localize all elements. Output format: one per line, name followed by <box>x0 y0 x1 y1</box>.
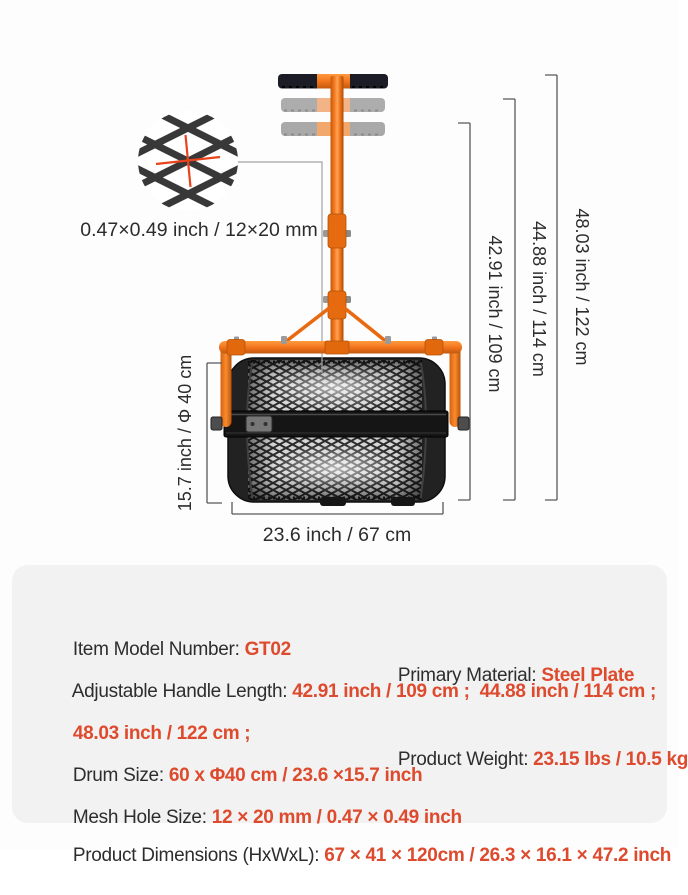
handle-length-value: 42.91 inch / 109 cm ; 44.88 inch / 114 cm ; <box>292 681 657 702</box>
drum-size-label: Drum Size: <box>72 765 164 786</box>
brace-bolt <box>385 336 391 344</box>
item-model-label: Item Model Number: <box>72 639 240 660</box>
dim-label-drum-width: 23.6 inch / 67 cm <box>262 524 412 546</box>
product-weight-label: Product Weight: <box>397 749 529 770</box>
dim-line-drum-height <box>207 363 222 503</box>
dim-label-handle-low: 42.91 inch / 109 cm <box>485 235 505 393</box>
spec-row-mesh-hole <box>12 753 667 828</box>
axle-bolt <box>458 417 469 430</box>
primary-material-value: Steel Plate <box>541 665 635 686</box>
spec-panel <box>12 565 688 866</box>
dim-label-handle-mid: 44.88 inch / 114 cm <box>529 221 549 377</box>
handle-length-label: Adjustable Handle Length: <box>71 681 288 702</box>
product-weight-value: 23.15 lbs / 10.5 kg <box>533 749 688 770</box>
mesh-drum <box>224 358 448 506</box>
product-dimensions-value: 67 × 41 × 120cm / 26.3 × 16.1 × 47.2 inch <box>324 845 672 866</box>
mesh-hole-label: Mesh Hole Size: <box>72 807 207 828</box>
drum-center-bar <box>224 411 448 437</box>
item-model-value: GT02 <box>244 639 291 660</box>
dim-line-handle-low <box>458 123 470 500</box>
drum-latch <box>246 416 272 432</box>
handle-length-value-2: 48.03 inch / 122 cm ; <box>72 723 251 744</box>
drum-foot <box>391 497 415 506</box>
drum-size-value: 60 x Φ40 cm / 23.6 ×15.7 inch <box>168 765 423 786</box>
spec-row-handle-length-cont-weight <box>12 669 688 770</box>
callout-hole-size-label: 0.47×0.49 inch / 12×20 mm <box>80 219 318 241</box>
drum-foot <box>320 497 346 506</box>
product-dimensions-label: Product Dimensions (HxWxL): <box>72 845 320 866</box>
spec-row-model-material <box>12 585 667 686</box>
brace-bolt <box>281 336 287 344</box>
handle-pole <box>323 76 351 348</box>
dim-label-drum-height: 15.7 inch / Φ 40 cm <box>175 354 195 512</box>
primary-material-label: Primary Material: <box>397 665 537 686</box>
axle-bolt <box>211 417 222 430</box>
mesh-callout-circle <box>130 99 246 223</box>
mesh-hole-value: 12 × 20 mm / 0.47 × 0.49 inch <box>211 807 462 828</box>
dim-label-handle-high: 48.03 inch / 122 cm <box>572 208 592 366</box>
